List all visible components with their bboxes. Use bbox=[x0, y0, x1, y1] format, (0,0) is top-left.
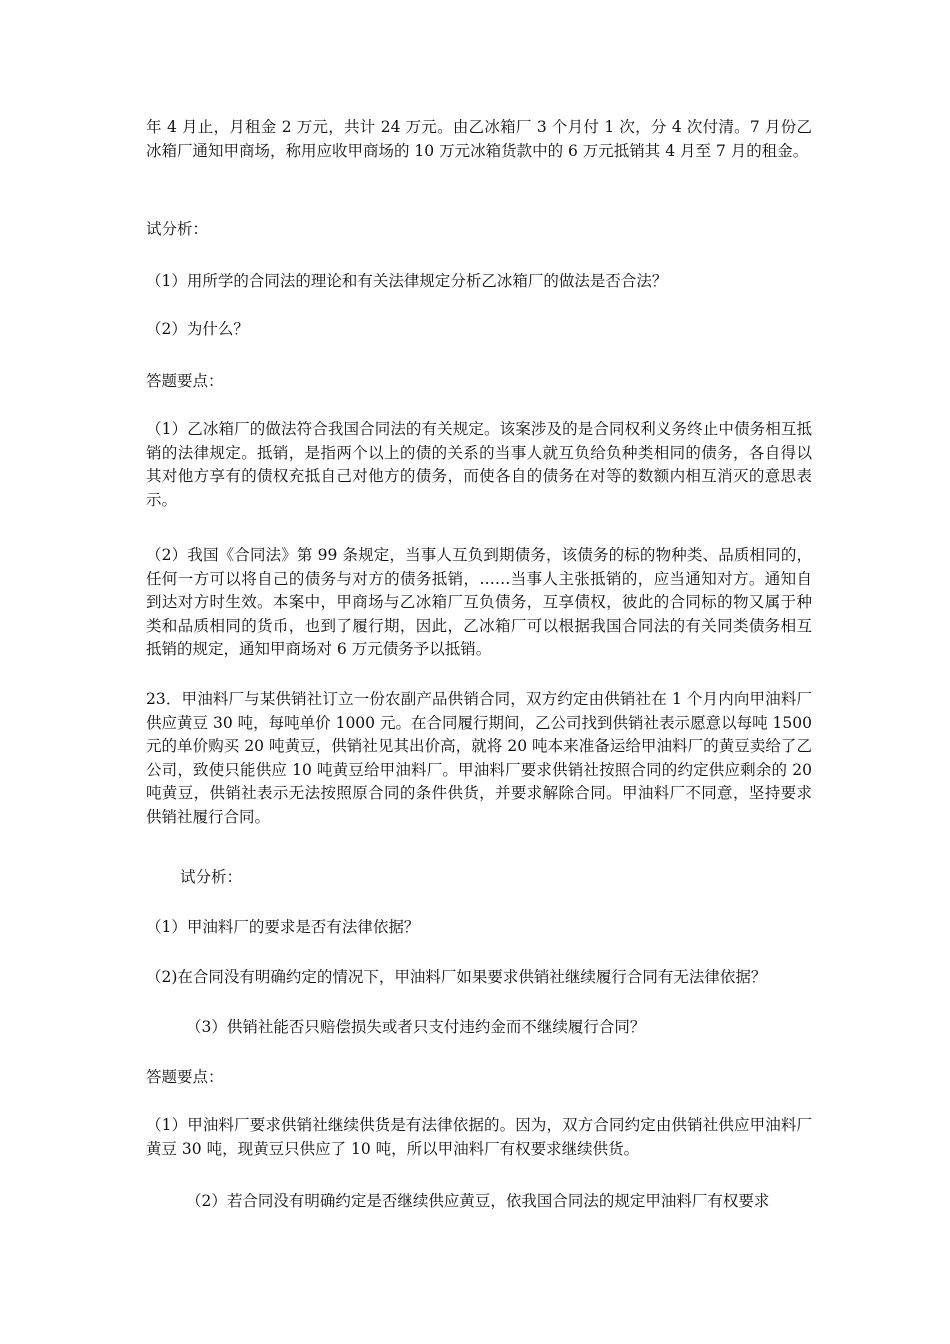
heading-answer-points-1: 答题要点： bbox=[146, 372, 224, 390]
question-1-1: （1）用所学的合同法的理论和有关法律规定分析乙冰箱厂的做法是否合法？ bbox=[146, 272, 668, 290]
answer-1-2: （2）我国《合同法》第 99 条规定，当事人互负到期债务，该债务的标的物种类、品质相同的，任何一方可以将自己的债务与对方的债务抵销，……当事人主张抵销的，应当通知对方。通知自到达对方时生效。本案中，甲商场与乙冰箱厂互负债务，互享债权，彼此的合同标的物又属于种类和品质相同的货币，也到了履行期，因此，乙冰箱厂可以根据我国合同法的有关同类债务相互抵销的规定，通知甲商场对 6 万元债务予以抵销。 bbox=[146, 546, 812, 658]
case-23-paragraph: 23．甲油料厂与某供销社订立一份农副产品供销合同，双方约定由供销社在 1 个月内向甲油料厂供应黄豆 30 吨，每吨单价 1000 元。在合同履行期间，乙公司找到供销社表示愿意以每吨 1500 元的单价购买 20 吨黄豆，供销社见其出价高，就将 20 吨本来准备运给甲油料厂的黄豆卖给了乙公司，致使只能供应 10 吨黄豆给甲油料厂。甲油料厂要求供销社按照合同的约定供应剩余的 20 吨黄豆，供销社表示无法按照原合同的条件供货，并要求解除合同。甲油料厂不同意，坚持要求供销社履行合同。 bbox=[146, 690, 812, 826]
question-2-1: （1）甲油料厂的要求是否有法律依据？ bbox=[146, 918, 420, 936]
heading-try-analyze-1: 试分析： bbox=[146, 220, 209, 238]
heading-answer-points-2: 答题要点： bbox=[146, 1068, 224, 1086]
answer-1-1: （1）乙冰箱厂的做法符合我国合同法的有关规定。该案涉及的是合同权利义务终止中债务相互抵销的法律规定。抵销，是指两个以上的债的关系的当事人就互负给负种类相同的债务，各自得以其对他方享有的债权充抵自己对他方的债务，而使各自的债务在对等的数额内相互消灭的意思表示。 bbox=[146, 420, 812, 509]
answer-2-1: （1）甲油料厂要求供销社继续供货是有法律依据的。因为，双方合同约定由供销社供应甲油料厂黄豆 30 吨，现黄豆只供应了 10 吨，所以甲油料厂有权要求继续供货。 bbox=[146, 1116, 812, 1158]
heading-try-analyze-2: 试分析： bbox=[180, 868, 243, 886]
question-2-2: （2)在合同没有明确约定的情况下，甲油料厂如果要求供销社继续履行合同有无法律依据？ bbox=[146, 968, 767, 986]
paragraph-lease-rent: 年 4 月止，月租金 2 万元，共计 24 万元。由乙冰箱厂 3 个月付 1 次，分 4 次付清。7 月份乙冰箱厂通知甲商场，称用应收甲商场的 10 万元冰箱货款中的 6 万元抵销其 4 月至 7 月的租金。 bbox=[146, 118, 812, 160]
question-1-2: （2）为什么？ bbox=[146, 320, 249, 338]
answer-2-2: （2）若合同没有明确约定是否继续供应黄豆，依我国合同法的规定甲油料厂有权要求 bbox=[186, 1192, 770, 1210]
question-2-3: （3）供销社能否只赔偿损失或者只支付违约金而不继续履行合同？ bbox=[186, 1018, 646, 1036]
